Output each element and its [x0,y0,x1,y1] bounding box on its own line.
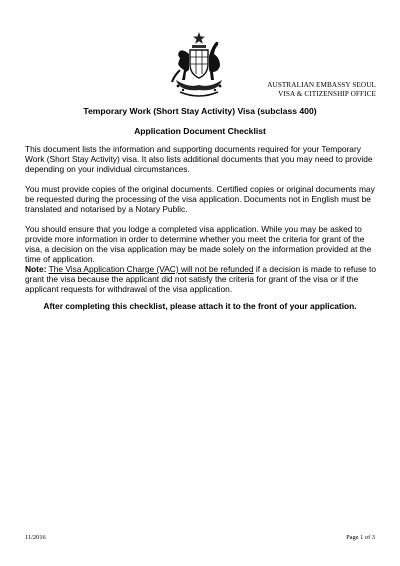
document-title: Temporary Work (Short Stay Activity) Visa (subclass 400) [83,106,317,116]
note-text: if a decision is made to refuse to grant the visa because the applicant did not satisfy the criteria for grant of the visa or if the applicant requests for withdrawal of the visa application. [25,264,377,294]
note-paragraph [25,264,377,294]
footer-page-number: Page 1 of 3 [346,534,375,541]
coat-of-arms-icon [168,30,230,102]
office-heading [267,81,376,99]
note-refund-warning: The Visa Application Charge (VAC) will not be refunded [48,264,254,274]
copies-paragraph: You must provide copies of the original documents. Certified copies or original documents may be requested during the processing of the visa application. Documents not in English must be translated and notarised by a Notary Public. [25,184,375,214]
application-paragraph: You should ensure that you lodge a completed visa application. While you may be asked to provide more information in order to determine whether you meet the criteria for grant of the visa, a decision on the visa application may be made solely on the information provided at the time of application. [25,224,372,264]
office-line-2: VISA & CITIZENSHIP OFFICE [278,90,376,98]
intro-paragraph: This document lists the information and supporting documents required for your Temporary Work (Short Stay Activity) visa. It also lists additional documents that you may need to provide depending on your individual circumstances. [25,144,373,174]
document-subtitle: Application Document Checklist [134,126,266,136]
final-instruction: After completing this checklist, please attach it to the front of your application. [43,301,357,311]
note-label: Note: [25,264,47,274]
footer-date: 11/2016 [25,534,46,541]
office-line-1: AUSTRALIAN EMBASSY SEOUL [267,81,376,89]
